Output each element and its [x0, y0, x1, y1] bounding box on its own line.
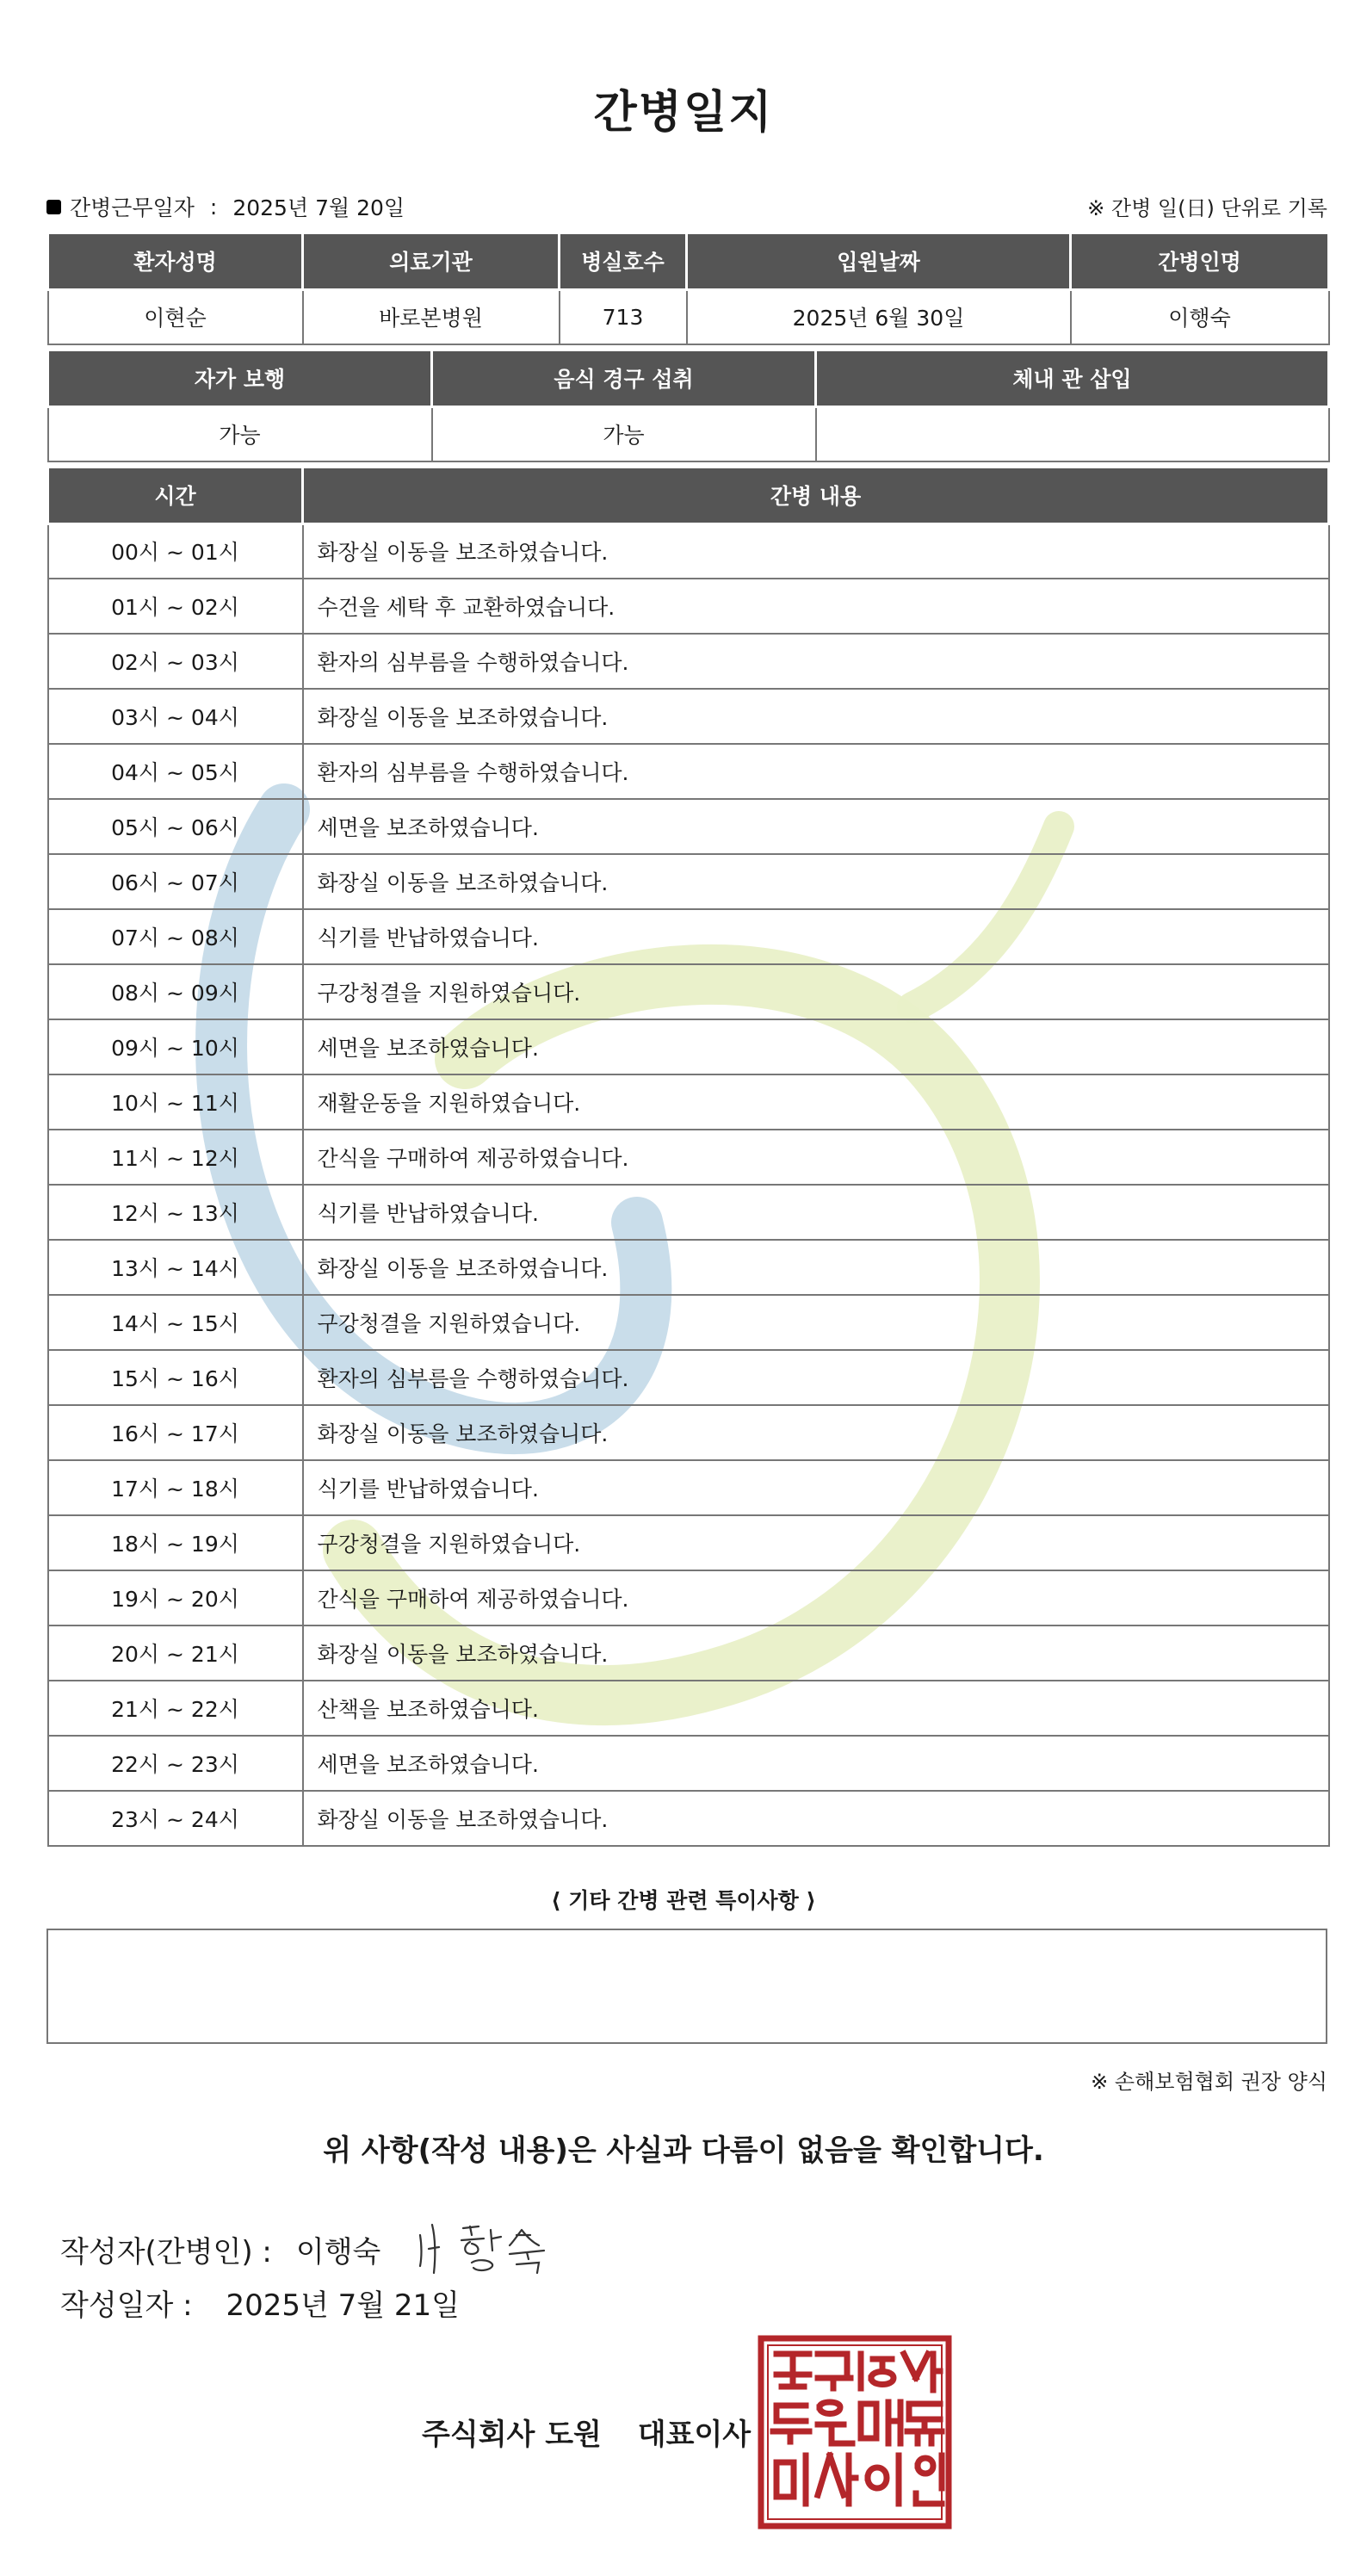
- header-tube-insertion: 체내 관 삽입: [816, 351, 1329, 406]
- log-content-cell: 화장실 이동을 보조하였습니다.: [303, 854, 1329, 909]
- log-content-cell: 재활운동을 지원하였습니다.: [303, 1074, 1329, 1130]
- log-time-cell: 12시 ~ 13시: [48, 1185, 303, 1240]
- company-seal-stamp: [758, 2335, 952, 2530]
- log-content-cell: 화장실 이동을 보조하였습니다.: [303, 1791, 1329, 1846]
- patient-info-header-row: [48, 234, 1329, 289]
- company-signature-line: [422, 2411, 751, 2453]
- form-source-note: ※ 손해보험협회 권장 양식: [1091, 2070, 1327, 2094]
- log-content-cell: 산책을 보조하였습니다.: [303, 1681, 1329, 1736]
- log-content-cell: 세면을 보조하였습니다.: [303, 1736, 1329, 1791]
- log-content-cell: 구강청결을 지원하였습니다.: [303, 964, 1329, 1019]
- ability-header-row: [48, 351, 1329, 406]
- log-time-cell: 11시 ~ 12시: [48, 1130, 303, 1185]
- log-time-cell: 18시 ~ 19시: [48, 1515, 303, 1570]
- log-time-cell: 06시 ~ 07시: [48, 854, 303, 909]
- log-row: [48, 1185, 1329, 1240]
- log-row: [48, 909, 1329, 964]
- log-row: [48, 799, 1329, 854]
- log-time-cell: 03시 ~ 04시: [48, 689, 303, 744]
- log-content-cell: 식기를 반납하였습니다.: [303, 1185, 1329, 1240]
- log-time-cell: 13시 ~ 14시: [48, 1240, 303, 1295]
- log-time-cell: 17시 ~ 18시: [48, 1460, 303, 1515]
- log-row: [48, 634, 1329, 689]
- ability-value-row: [48, 406, 1329, 461]
- log-row: [48, 854, 1329, 909]
- hospital-value: 바로본병원: [303, 289, 560, 344]
- confirmation-statement: 위 사항(작성 내용)은 사실과 다름이 없음을 확인합니다.: [323, 2133, 1044, 2168]
- log-content-cell: 화장실 이동을 보조하였습니다.: [303, 1405, 1329, 1460]
- work-date-row: [46, 191, 1327, 222]
- log-row: [48, 579, 1329, 634]
- log-content-cell: 화장실 이동을 보조하였습니다.: [303, 523, 1329, 579]
- log-content-cell: 수건을 세탁 후 교환하였습니다.: [303, 579, 1329, 634]
- handwritten-signature: [410, 2216, 573, 2282]
- log-content-cell: 식기를 반납하였습니다.: [303, 1460, 1329, 1515]
- patient-info-table: [46, 234, 1330, 345]
- log-row: [48, 964, 1329, 1019]
- header-room-number: 병실호수: [560, 234, 687, 289]
- log-time-cell: 22시 ~ 23시: [48, 1736, 303, 1791]
- tube-insertion-value: [816, 406, 1329, 461]
- log-row: [48, 1240, 1329, 1295]
- header-time: 시간: [48, 468, 303, 523]
- log-content-cell: 화장실 이동을 보조하였습니다.: [303, 689, 1329, 744]
- log-time-cell: 14시 ~ 15시: [48, 1295, 303, 1350]
- log-row: [48, 689, 1329, 744]
- log-row: [48, 1019, 1329, 1074]
- log-row: [48, 1074, 1329, 1130]
- bullet-square-icon: [46, 200, 61, 214]
- log-time-cell: 10시 ~ 11시: [48, 1074, 303, 1130]
- log-content-cell: 화장실 이동을 보조하였습니다.: [303, 1625, 1329, 1681]
- log-content-cell: 식기를 반납하였습니다.: [303, 909, 1329, 964]
- log-row: [48, 523, 1329, 579]
- log-content-cell: 간식을 구매하여 제공하였습니다.: [303, 1570, 1329, 1625]
- written-date-row: [60, 2282, 460, 2324]
- special-notes-box: [46, 1929, 1327, 2044]
- log-content-cell: 환자의 심부름을 수행하였습니다.: [303, 744, 1329, 799]
- work-date-separator: :: [209, 194, 218, 220]
- log-row: [48, 1460, 1329, 1515]
- caregiver-name-value: 이행숙: [1071, 289, 1329, 344]
- log-time-cell: 08시 ~ 09시: [48, 964, 303, 1019]
- log-content-cell: 세면을 보조하였습니다.: [303, 1019, 1329, 1074]
- log-header-row: [48, 468, 1329, 523]
- representative-title: 대표이사: [637, 2418, 752, 2452]
- log-content-cell: 간식을 구매하여 제공하였습니다.: [303, 1130, 1329, 1185]
- log-content-cell: 구강청결을 지원하였습니다.: [303, 1295, 1329, 1350]
- document-title: 간병일지: [593, 87, 774, 139]
- self-walking-value: 가능: [48, 406, 432, 461]
- work-date-value: 2025년 7월 20일: [232, 195, 405, 220]
- log-row: [48, 1570, 1329, 1625]
- notes-title: ⟨ 기타 간병 관련 특이사항 ⟩: [551, 1888, 816, 1913]
- hourly-care-log-table: [46, 468, 1330, 1847]
- work-date-label: 간병근무일자: [70, 195, 195, 220]
- log-time-cell: 00시 ~ 01시: [48, 523, 303, 579]
- log-time-cell: 04시 ~ 05시: [48, 744, 303, 799]
- written-date-value: 2025년 7월 21일: [226, 2288, 461, 2323]
- writer-name: 이행숙: [295, 2234, 381, 2269]
- log-time-cell: 19시 ~ 20시: [48, 1570, 303, 1625]
- log-row: [48, 1350, 1329, 1405]
- room-number-value: 713: [560, 289, 687, 344]
- log-content-cell: 구강청결을 지원하였습니다.: [303, 1515, 1329, 1570]
- patient-ability-table: [46, 351, 1330, 462]
- log-time-cell: 05시 ~ 06시: [48, 799, 303, 854]
- log-row: [48, 1405, 1329, 1460]
- log-row: [48, 1130, 1329, 1185]
- log-content-cell: 화장실 이동을 보조하였습니다.: [303, 1240, 1329, 1295]
- header-admission-date: 입원날짜: [687, 234, 1071, 289]
- header-self-walking: 자가 보행: [48, 351, 432, 406]
- writer-row: [60, 2216, 573, 2282]
- log-time-cell: 15시 ~ 16시: [48, 1350, 303, 1405]
- header-care-content: 간병 내용: [303, 468, 1329, 523]
- log-time-cell: 21시 ~ 22시: [48, 1681, 303, 1736]
- log-row: [48, 1515, 1329, 1570]
- log-row: [48, 744, 1329, 799]
- log-content-cell: 세면을 보조하였습니다.: [303, 799, 1329, 854]
- log-row: [48, 1681, 1329, 1736]
- patient-info-value-row: [48, 289, 1329, 344]
- daily-record-note: ※ 간병 일(日) 단위로 기록: [1087, 196, 1327, 220]
- log-row: [48, 1625, 1329, 1681]
- log-time-cell: 20시 ~ 21시: [48, 1625, 303, 1681]
- writer-label: 작성자(간병인) :: [60, 2234, 272, 2269]
- log-time-cell: 07시 ~ 08시: [48, 909, 303, 964]
- log-time-cell: 16시 ~ 17시: [48, 1405, 303, 1460]
- oral-intake-value: 가능: [432, 406, 816, 461]
- log-row: [48, 1736, 1329, 1791]
- log-row: [48, 1791, 1329, 1846]
- log-time-cell: 02시 ~ 03시: [48, 634, 303, 689]
- log-content-cell: 환자의 심부름을 수행하였습니다.: [303, 634, 1329, 689]
- company-name: 주식회사 도원: [422, 2418, 602, 2452]
- header-hospital: 의료기관: [303, 234, 560, 289]
- log-row: [48, 1295, 1329, 1350]
- admission-date-value: 2025년 6월 30일: [687, 289, 1071, 344]
- header-oral-intake: 음식 경구 섭취: [432, 351, 816, 406]
- header-patient-name: 환자성명: [48, 234, 303, 289]
- log-time-cell: 23시 ~ 24시: [48, 1791, 303, 1846]
- written-date-label: 작성일자 :: [60, 2288, 193, 2323]
- header-caregiver-name: 간병인명: [1071, 234, 1329, 289]
- log-content-cell: 환자의 심부름을 수행하였습니다.: [303, 1350, 1329, 1405]
- patient-name-value: 이현순: [48, 289, 303, 344]
- log-time-cell: 09시 ~ 10시: [48, 1019, 303, 1074]
- log-time-cell: 01시 ~ 02시: [48, 579, 303, 634]
